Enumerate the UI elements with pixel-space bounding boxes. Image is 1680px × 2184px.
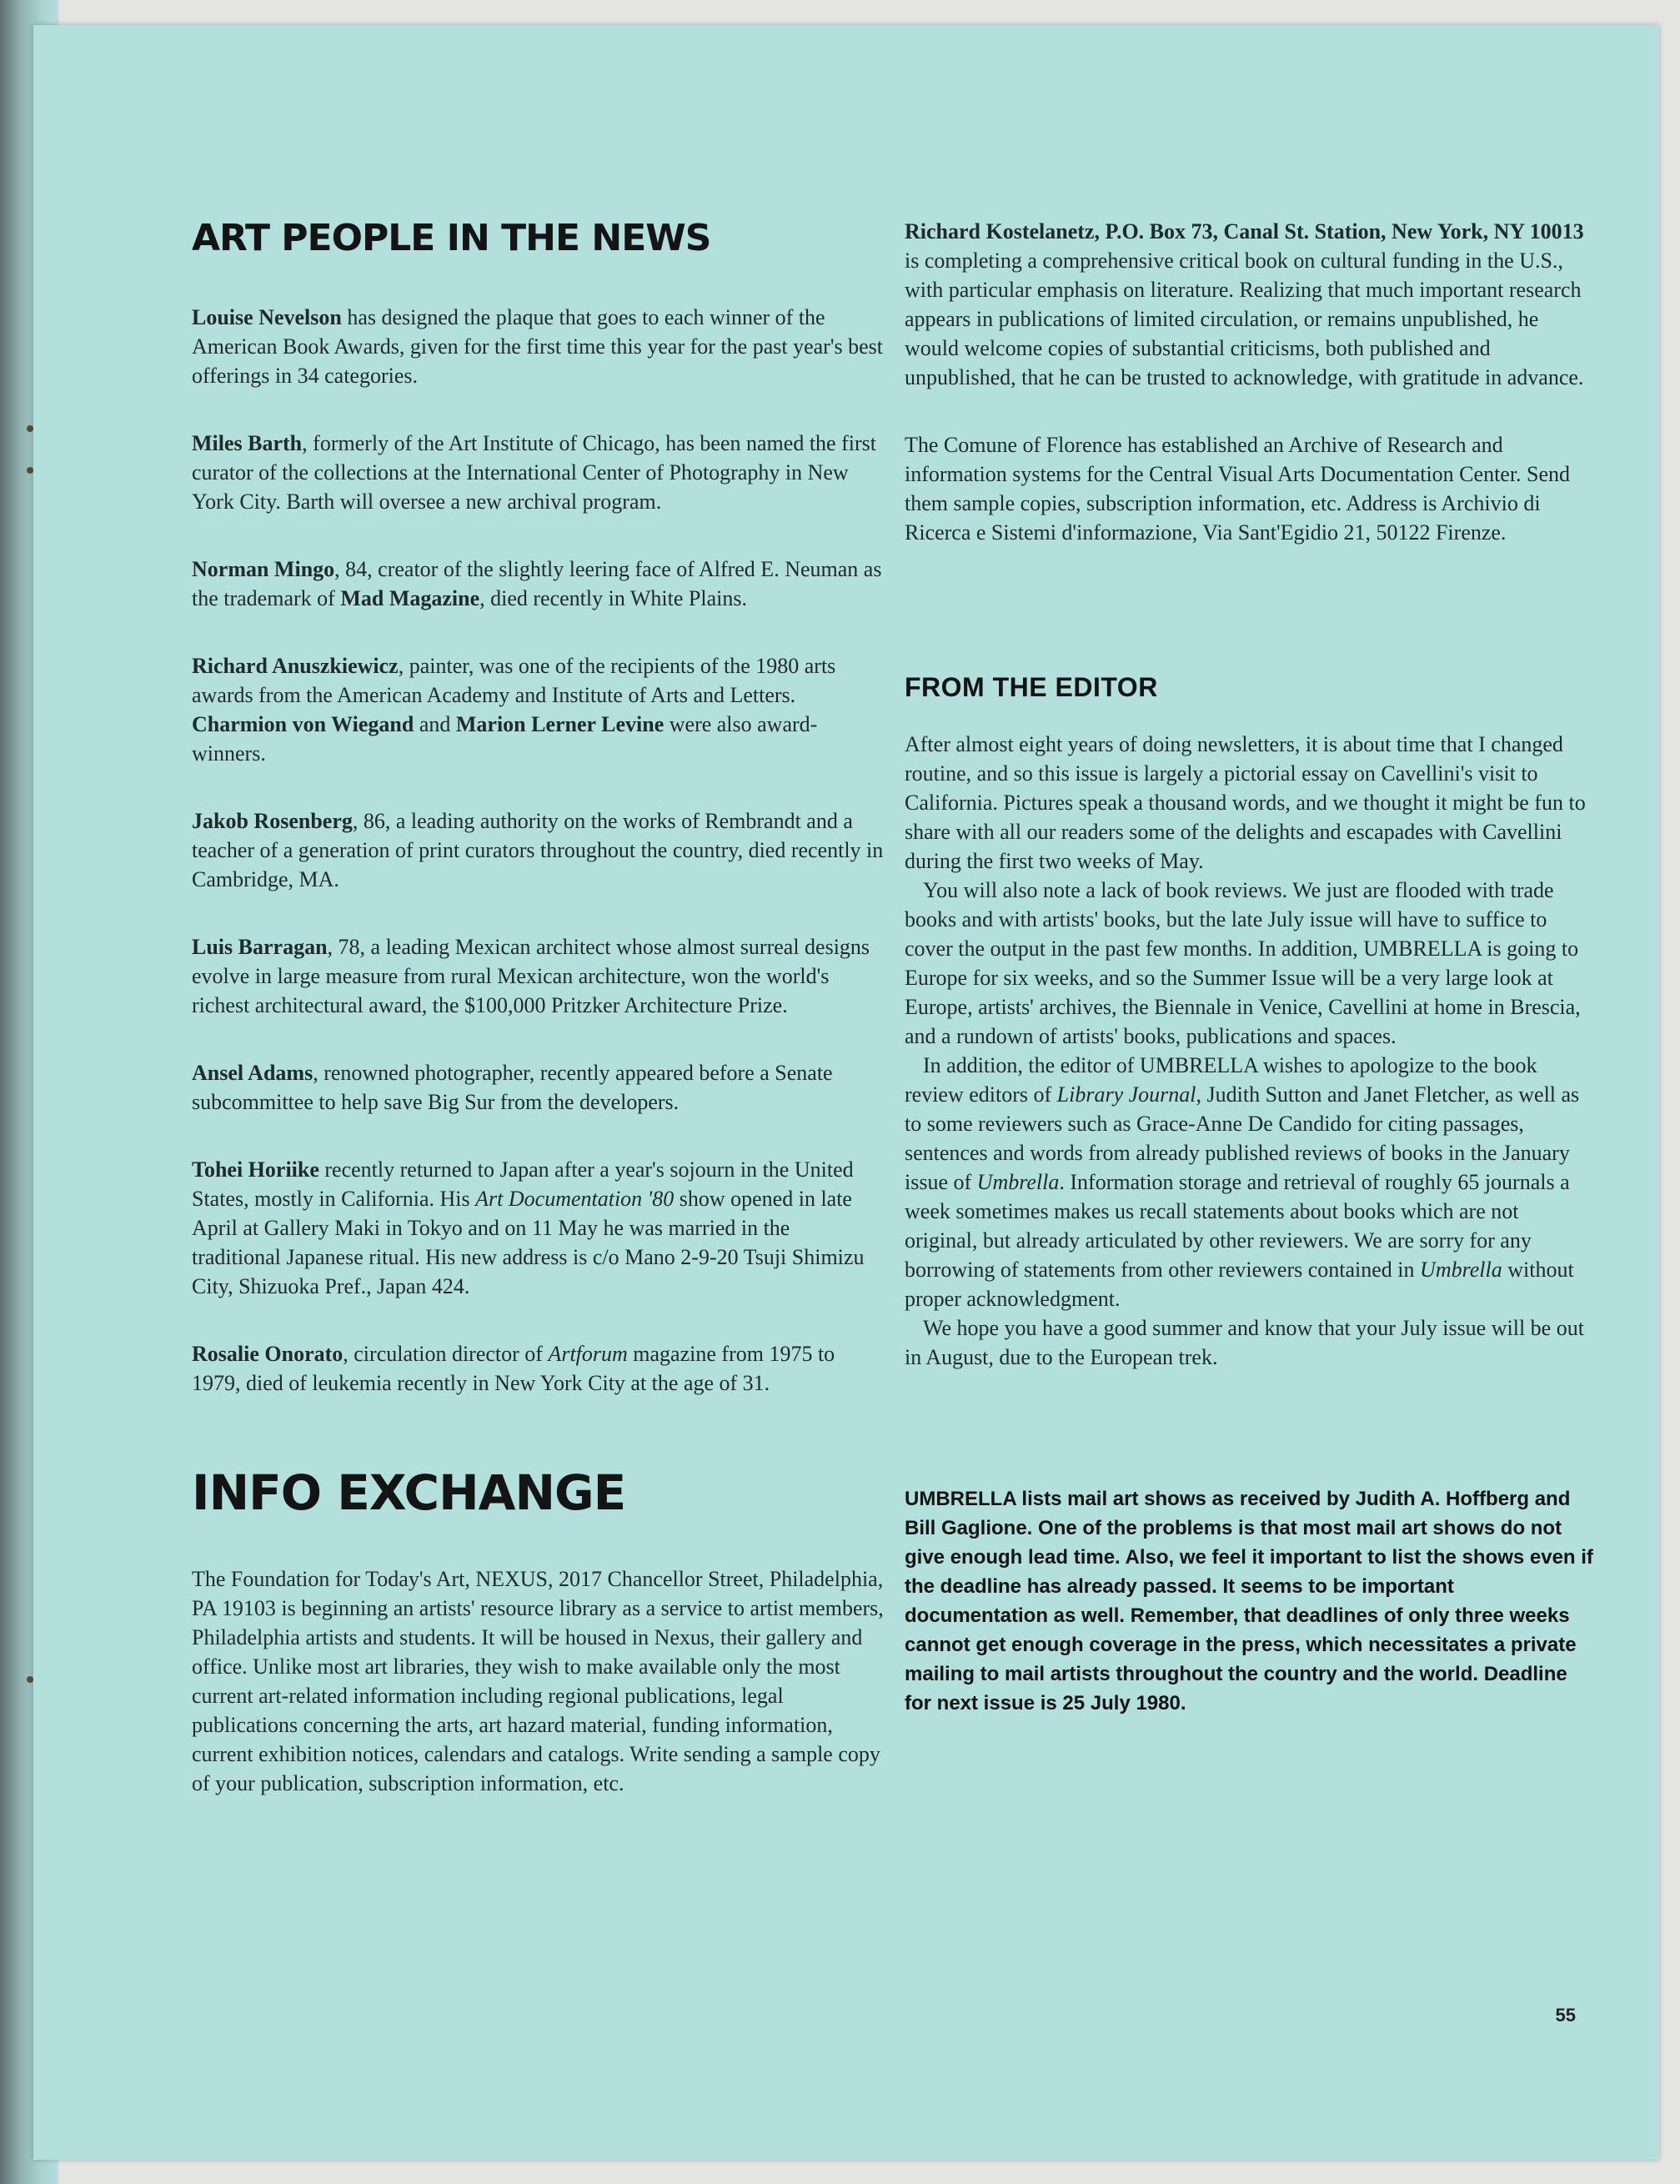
- info-exchange-text: The Foundation for Today's Art, NEXUS, 2017 Chancellor Street, Philadelphia, PA 19103 is beginning an artists' resource library as a service to artist members, Philadelphia artists and students. It will be housed in Nexus, their gallery and office. Unlike most art libraries, they wish to make available only the most current art-related information including regional publications, legal publications concerning the arts, art hazard material, funding information, current exhibition notices, calendars and catalogs. Write sending a sample copy of your publication, subscription information, etc.: [192, 1567, 884, 1795]
- mail-art-note: UMBRELLA lists mail art shows as received by Judith A. Hoffberg and Bill Gaglione. One of the problems is that most mail art shows do not give enough lead time. Also, we feel it important to list the shows even if the deadline has already passed. It seems to be important documentation as well. Remember, that deadlines of only three weeks cannot get enough coverage in the press, which necessitates a private mailing to mail artists throughout the country and the world. Deadline for next issue is 25 July 1980.: [905, 1488, 1593, 1715]
- news-item: Tohei Horiike recently returned to Japan after a year's sojourn in the United States, mostly in California. His Art Documentation '80 show opened in late April at Gallery Maki in Tokyo and on 11 May he was married in the traditional Japanese ritual. His new address is c/o Mano 2-9-20 Tsuji Shimizu City, Shizuoka Pref., Japan 424.: [192, 1157, 865, 1298]
- florence-item: The Comune of Florence has established an Archive of Research and information systems for the Central Visual Arts Documentation Center. Send them sample copies, subscription information, etc. Address is Archivio di Ricerca e Sistemi d'informazione, Via Sant'Egidio 21, 50122 Firenze.: [905, 433, 1571, 545]
- editor-paragraph: You will also note a lack of book reviews. We just are flooded with trade books and with artists' books, but the late July issue will have to suffice to cover the output in the past few months. In addition, UMBRELLA is going to Europe for six weeks, and so the Summer Issue will be a very large look at Europe, artists' archives, the Biennale in Venice, Cavellini at home in Brescia, and a rundown of artists' books, publications and spaces.: [905, 878, 1581, 1048]
- news-item: Ansel Adams, renowned photographer, recently appeared before a Senate subcommittee to help save Big Sur from the developers.: [192, 1061, 833, 1114]
- page-number: 55: [1555, 2005, 1576, 2026]
- info-exchange-heading: INFO EXCHANGE: [192, 1464, 626, 1521]
- staple-hole: [27, 467, 33, 474]
- person-name: Luis Barragan: [192, 935, 328, 959]
- person-name: Norman Mingo: [192, 557, 335, 581]
- editor-paragraph: After almost eight years of doing newsletters, it is about time that I changed routine, and so this issue is largely a pictorial essay on Cavellini's visit to California. Pictures speak a thousand words, and we thought it might be fun to share with all our readers some of the delights and escapades with Cavellini during the first two weeks of May.: [905, 732, 1586, 873]
- person-name: Louise Nevelson: [192, 305, 342, 329]
- person-name: Ansel Adams: [192, 1061, 313, 1085]
- news-item: Norman Mingo, 84, creator of the slightly leering face of Alfred E. Neuman as the trademark of Mad Magazine, died recently in White Plains.: [192, 557, 882, 610]
- editor-paragraph: We hope you have a good summer and know that your July issue will be out in August, due to the European trek.: [905, 1316, 1584, 1369]
- news-item: Louise Nevelson has designed the plaque that goes to each winner of the American Book Awards, given for the first time this year for the past year's best offerings in 34 categories.: [192, 305, 884, 388]
- person-name: Richard Anuszkiewicz: [192, 654, 399, 678]
- news-item: Miles Barth, formerly of the Art Institute of Chicago, has been named the first curator of the collections at the International Center of Photography in New York City. Barth will oversee a new archival program.: [192, 431, 876, 514]
- art-people-heading: ART PEOPLE IN THE NEWS: [192, 217, 711, 259]
- person-name: Miles Barth: [192, 431, 303, 455]
- news-item: Richard Anuszkiewicz, painter, was one of the recipients of the 1980 arts awards from the American Academy and Institute of Arts and Letters. Charmion von Wiegand and Marion Lerner Levine were also award-winners.: [192, 654, 836, 766]
- person-name: Tohei Horiike: [192, 1157, 319, 1182]
- editor-paragraph: In addition, the editor of UMBRELLA wishes to apologize to the book review editors of Library Journal, Judith Sutton and Janet Fletcher, as well as to some reviewers such as Grace-Anne De Candido for citing passages, sentences and words from already published reviews of books in the January issue of Umbrella. Information storage and retrieval of roughly 65 journals a week sometimes makes us recall statements about books which are not original, but already articulated by other reviewers. We are sorry for any borrowing of statements from other reviewers contained in Umbrella without proper acknowledgment.: [905, 1053, 1580, 1311]
- magazine-page: [33, 25, 1659, 2160]
- left-column: [192, 217, 884, 1836]
- person-name: Jakob Rosenberg: [192, 809, 353, 833]
- news-item: Luis Barragan, 78, a leading Mexican architect whose almost surreal designs evolve in large measure from rural Mexican architecture, won the world's richest architectural award, the $100,000 Pritzker Architecture Prize.: [192, 935, 870, 1017]
- news-item: Jakob Rosenberg, 86, a leading authority on the works of Rembrandt and a teacher of a generation of print curators throughout the country, died recently in Cambridge, MA.: [192, 809, 884, 891]
- person-name: Rosalie Onorato: [192, 1342, 344, 1366]
- right-column: [905, 217, 1597, 1756]
- kostelanetz-item: Richard Kostelanetz, P.O. Box 73, Canal St. Station, New York, NY 10013 is completing a comprehensive critical book on cultural funding in the U.S., with particular emphasis on literature. Realizing that much important research appears in publications of limited circulation, or remains unpublished, he would welcome copies of substantial criticisms, both published and unpublished, that he can be trusted to acknowledge, with gratitude in advance.: [905, 219, 1584, 389]
- news-item: Rosalie Onorato, circulation director of Artforum magazine from 1975 to 1979, died of leukemia recently in New York City at the age of 31.: [192, 1342, 835, 1395]
- editor-letter: [905, 730, 1597, 1372]
- staple-hole: [27, 425, 33, 432]
- from-editor-heading: FROM THE EDITOR: [905, 672, 1158, 702]
- staple-hole: [27, 1676, 33, 1683]
